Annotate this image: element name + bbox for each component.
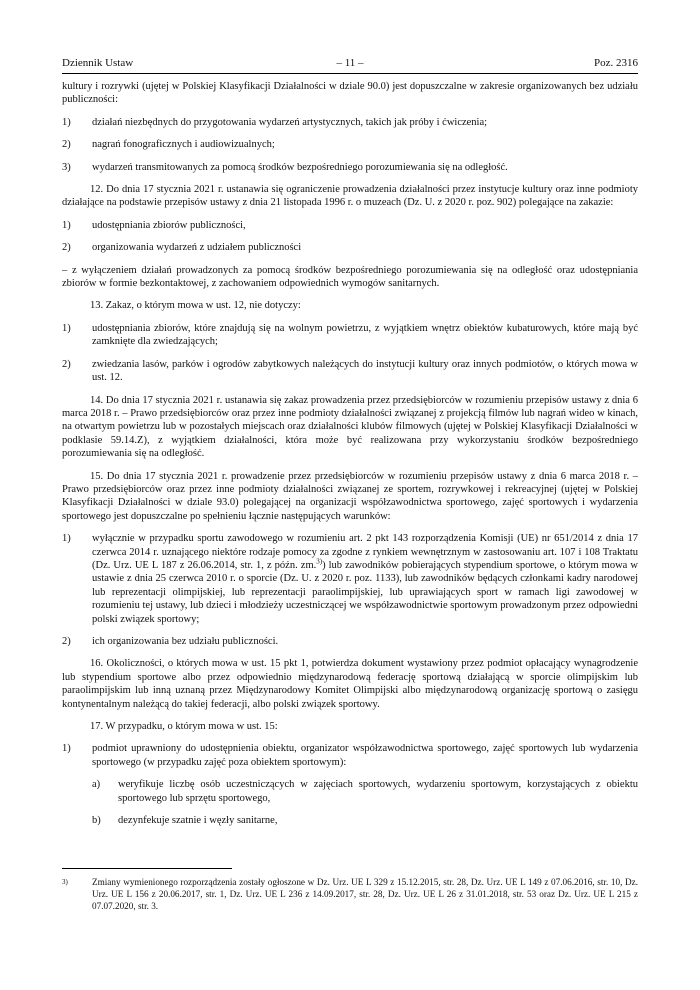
list-item: 2) nagrań fonograficznych i audiowizualnych; (62, 139, 275, 151)
list-item: 1) podmiot uprawniony do udostępnienia obiektu, organizator współzawodnictwa sportowego, zajęć sportowych lub wydarzenia sportowego (w przypadku zajęć poza obiektem sportowym): (62, 743, 638, 768)
position-number: Poz. 2316 (594, 57, 638, 69)
paragraph-16: 16. Okoliczności, o których mowa w ust. 15 pkt 1, potwierdza dokument wystawiony przez podmiot opłacający wynagrodzenie lub stypendium sportowe albo przez odpowiednio międzynarodową federację sportową działającą w sporcie olimpijskim lub paraolimpijskim lub inną uznaną przez Międzynarodowy Komitet Olimpijski albo międzynarodową organizację sportową o zasięgu kontynentalnym należącą do takiej federacji, albo polski związek sportowy. (62, 658, 638, 710)
sub-list-item: a) weryfikuje liczbę osób uczestniczących w zajęciach sportowych, wydarzeniu sportowym, korzystających z obiektu sportowego lub sprzętu sportowego, (92, 779, 638, 804)
list-item: 1) wyłącznie w przypadku sportu zawodowego w rozumieniu art. 2 pkt 143 rozporządzenia Komisji (UE) nr 651/2014 z dnia 17 czerwca 2014 r. uznającego niektóre rodzaje pomocy za zgodne z rynkiem wewnętrznym w zastosowaniu art. 107 i 108 Traktatu (Dz. Urz. UE L 187 z 26.06.2014, str. 1, z późn. zm.$^{3)}$) lub zawodników pobierających stypendium sportowe, o którym mowa w ustawie z dnia 25 czerwca 2010 r. o sporcie (Dz. U. z 2020 r. poz. 1133), lub zawodników będących członkami kadry narodowej lub reprezentacji olimpijskiej, lub reprezentacji paraolimpijskiej, lub uprawiających sport w ramach ligi zawodowej w rozumieniu tej ustawy, lub dzieci i młodzieży uczestniczącej we współzawodnictwie sportowym prowadzonym przez odpowiedni polski związek sportowy; (62, 533, 638, 625)
footnote-rule (62, 868, 232, 869)
paragraph-12-tail: – z wyłączeniem działań prowadzonych za pomocą środków bezpośredniego porozumiewania się na odległość oraz udostępniania zbiorów w formie bezkontaktowej, z zachowaniem odpowiednich wymogów sanitarnych. (62, 264, 638, 290)
sub-list-item: b) dezynfekuje szatnie i węzły sanitarne, (92, 815, 278, 827)
list-item: 1) udostępniania zbiorów publiczności, (62, 219, 246, 231)
paragraph-13: 13. Zakaz, o którym mowa w ust. 12, nie dotyczy: (90, 300, 301, 312)
footnote-reference[interactable]: 3) (316, 557, 323, 566)
paragraph-continuation: kultury i rozrywki (ujętej w Polskiej Klasyfikacji Działalności w dziale 90.0) jest dopuszczalne w zakresie organizowanych bez udziału publiczności: (62, 81, 638, 106)
list-item: 2) organizowania wydarzeń z udziałem publiczności (62, 242, 302, 254)
list-item: 2) ich organizowania bez udziału publiczności. (62, 636, 279, 647)
paragraph-12: 12. Do dnia 17 stycznia 2021 r. ustanawia się ograniczenie prowadzenia działalności przez instytucje kultury oraz inne podmioty działające na podstawie przepisów ustawy z dnia 21 listopada 1996 r. o muzeach (Dz. U. z 2020 r. poz. 902) polegające na zakazie: (62, 184, 638, 209)
document-body (62, 80, 638, 836)
paragraph-15: 15. Do dnia 17 stycznia 2021 r. prowadzenie przez przedsiębiorców w rozumieniu przepisów ustawy z dnia 6 marca 2018 r. – Prawo przedsiębiorców oraz przez inne podmioty działalności związanej ze sportem, rozrywkowej i rekreacyjnej (ujętej w Polskiej Klasyfikacji Działalności w dziale 93.0) polegającej na organizacji współzawodnictwa sportowego, zajęć sportowych i wydarzenia sportowego jest dopuszczalne po spełnieniu łącznie następujących warunków: (62, 470, 638, 522)
list-item: 1) udostępniania zbiorów, które znajdują się na wolnym powietrzu, z wyjątkiem wnętrz obiektów kubaturowych, które mają być zamknięte dla zwiedzających; (62, 322, 638, 348)
page-header (62, 56, 638, 70)
paragraph-17: 17. W przypadku, o którym mowa w ust. 15: (90, 721, 278, 733)
header-rule (62, 73, 638, 74)
footnote (62, 876, 638, 912)
journal-title: Dziennik Ustaw (62, 57, 134, 69)
footnote-text: Zmiany wymienionego rozporządzenia zostały ogłoszone w Dz. Urz. UE L 329 z 15.12.2015, str. 28, Dz. Urz. UE L 149 z 07.06.2016, str. 10, Dz. Urz. UE L 156 z 20.06.2017, str. 1, Dz. Urz. UE L 236 z 14.09.2017, str. 28, Dz. Urz. UE L 26 z 31.01.2018, str. 53 oraz Dz. Urz. UE L 215 z 07.07.2020, str. 3. (92, 877, 638, 911)
list-item: 1) działań niezbędnych do przygotowania wydarzeń artystycznych, takich jak próby i ćwiczenia; (62, 116, 488, 128)
paragraph-14: 14. Do dnia 17 stycznia 2021 r. ustanawia się zakaz prowadzenia przez przedsiębiorców w rozumieniu przepisów ustawy z dnia 6 marca 2018 r. – Prawo przedsiębiorców oraz przez inne podmioty działalności związanej z projekcją filmów lub nagrań wideo w kinach, na otwartym powietrzu lub w pozostałych miejscach oraz działalności klubów filmowych (ujętej w Polskiej Klasyfikacji Działalności w podklasie 59.14.Z), z wyjątkiem działalności, która może być realizowana przy wykorzystaniu środków bezpośredniego porozumiewania się na odległość. (62, 394, 638, 460)
page-number: – 11 – (336, 57, 364, 69)
list-item: 3) wydarzeń transmitowanych za pomocą środków bezpośredniego porozumiewania się na odległość. (62, 161, 508, 173)
footnote-mark: 3) (62, 878, 68, 886)
list-item: 2) zwiedzania lasów, parków i ogrodów zabytkowych należących do instytucji kultury oraz innych podmiotów, o których mowa w ust. 12. (62, 358, 638, 384)
